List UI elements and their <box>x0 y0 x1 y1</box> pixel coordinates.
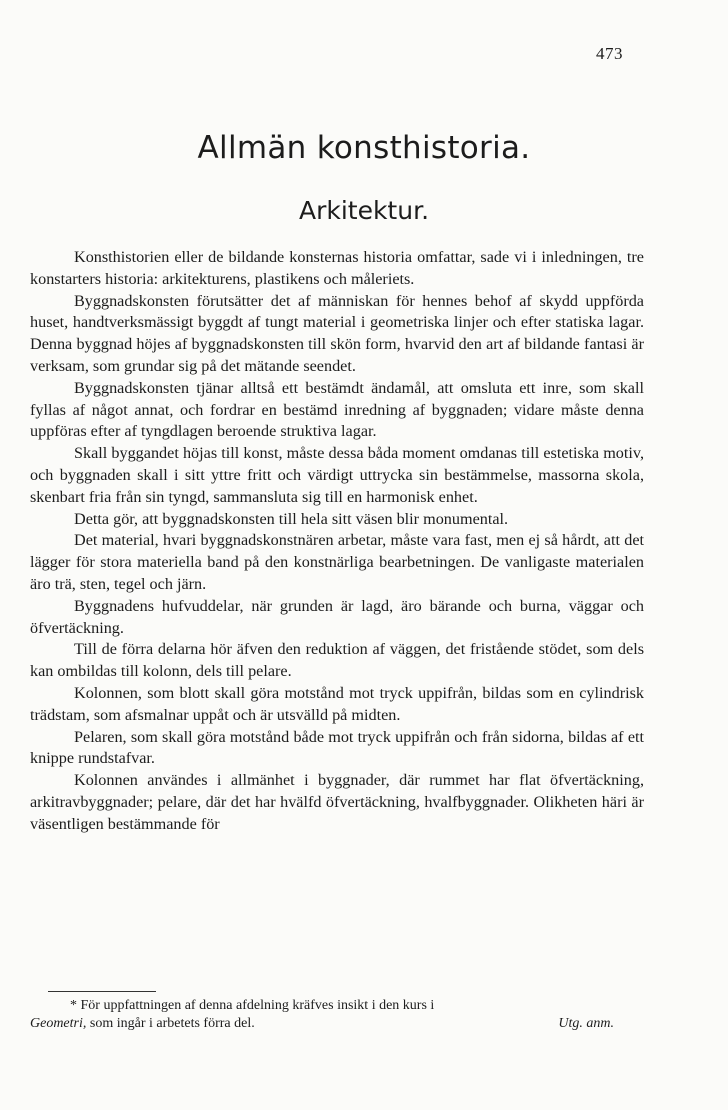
footnote-text: För uppfattningen af denna afdelning kräfves insikt i den kurs i <box>80 998 435 1013</box>
footnote-divider <box>48 991 156 992</box>
paragraph: Det material, hvari byggnadskonstnären arbetar, måste vara fast, men ej så hårdt, att det lägger för stora materiella band på den konstnärliga bearbetningen. De vanligaste materialen äro trä, sten, tegel och järn. <box>30 531 644 593</box>
footnote-text-rest: som ingår i arbetets förra del. <box>89 1016 255 1031</box>
footnote <box>30 997 644 1033</box>
paragraph: Byggnadskonsten förutsätter det af människan för hennes behof af skydd uppförda huset, handtverksmässigt byggdt af tungt material i geometriska linjer och efter statiska lagar. Denna byggnad höjes af byggnadskonsten till skön form, hvarvid den art af bildande fantasi är verksam, som grundar sig på det mätande seendet. <box>30 291 644 375</box>
paragraph: Byggnadskonsten tjänar alltså ett bestämdt ändamål, att omsluta ett inre, som skall fyllas af något annat, och fordrar en bestämd inredning af byggnaden; vidare måste denna uppföras efter af tyngdlagen beroende struktiva lagar. <box>30 378 644 441</box>
paragraph: Pelaren, som skall göra motstånd både mot tryck uppifrån och från sidorna, bildas af ett knippe rundstafvar. <box>30 727 644 768</box>
page-title: Allmän konsthistoria. <box>197 130 531 166</box>
page-number: 473 <box>596 44 623 63</box>
paragraph: Byggnadens hufvuddelar, när grunden är lagd, äro bärande och burna, väggar och öfvertäckning. <box>30 596 644 637</box>
footnote-italic-word: Geometri, <box>30 1016 87 1031</box>
paragraph: Kolonnen, som blott skall göra motstånd mot tryck uppifrån, bildas som en cylindrisk trädstam, som afsmalnar uppåt och är utsvälld på midten. <box>30 683 644 724</box>
paragraph: Kolonnen användes i allmänhet i byggnader, där rummet har flat öfvertäckning, arkitravbyggnader; pelare, där det har hvälfd öfvertäckning, hvalfbyggnader. Olikheten häri är väsentligen bestämmande för <box>30 771 644 833</box>
paragraph: Till de förra delarna hör äfven den reduktion af väggen, det fristående stödet, som dels kan ombildas till kolonn, dels till pelare. <box>30 640 644 681</box>
footnote-signature: Utg. anm. <box>558 1016 614 1031</box>
footnote-line <box>30 1015 644 1033</box>
footnote-line <box>30 997 644 1015</box>
section-subtitle: Arkitektur. <box>298 196 430 225</box>
body-text <box>30 247 644 836</box>
paragraph: Detta gör, att byggnadskonsten till hela sitt väsen blir monumental. <box>74 509 509 528</box>
paragraph: Konsthistorien eller de bildande konsternas historia omfattar, sade vi i inledningen, tre konstarters historia: arkitekturens, plastikens och måleriets. <box>30 248 644 288</box>
footnote-text <box>30 1015 255 1033</box>
paragraph: Skall byggandet höjas till konst, måste dessa båda moment omdanas till estetiska motiv, och byggnaden skall i sitt yttre fritt och värdigt uttrycka sin bestämmelse, massorna skola, skenbart fria från sin tyngd, sammansluta sig till en harmonisk enhet. <box>30 444 644 506</box>
footnote-marker: * <box>70 998 77 1013</box>
